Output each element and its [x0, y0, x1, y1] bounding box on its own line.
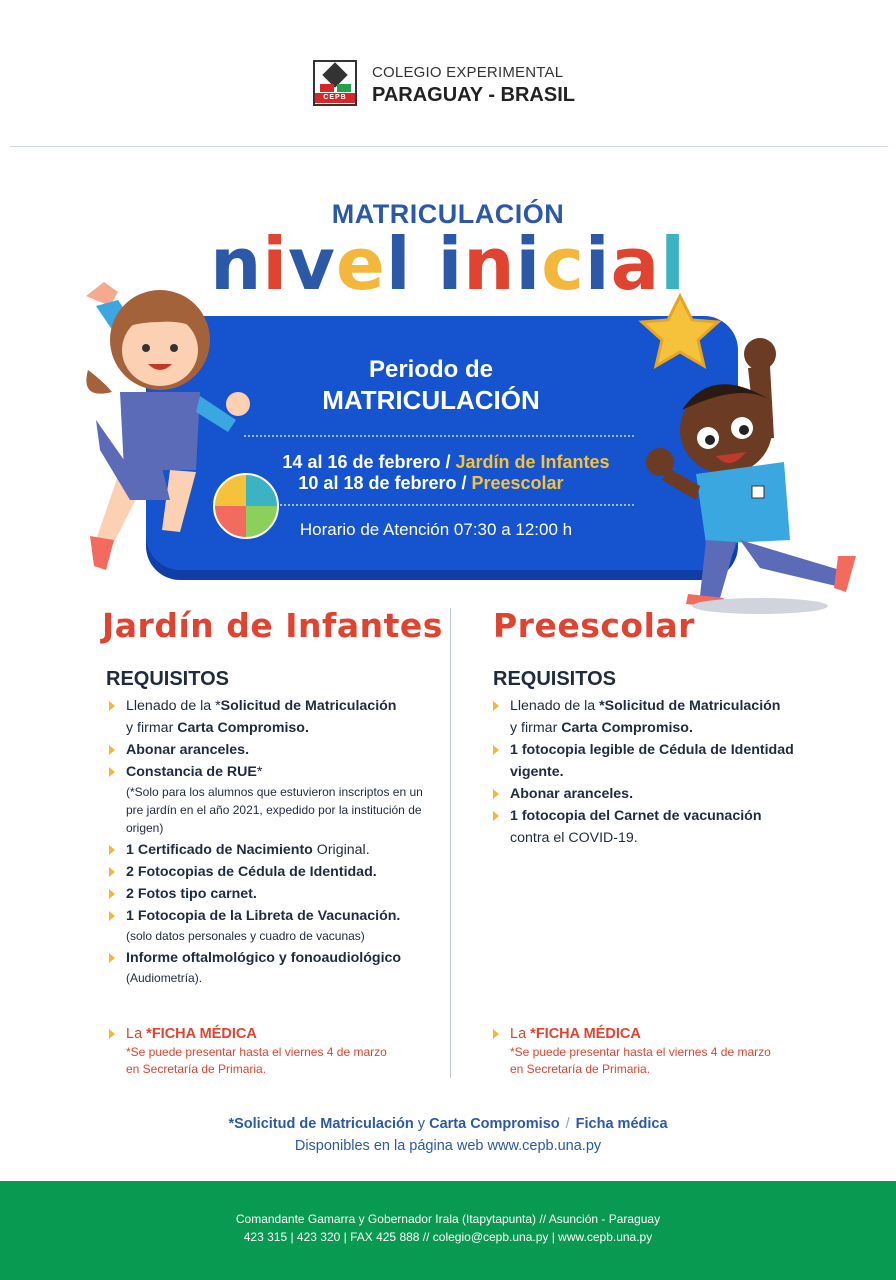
subtitle-letter: i [262, 222, 289, 306]
jardin-ficha-note1: *Se puede presentar hasta el viernes 4 de marzo [126, 1045, 387, 1059]
list-item: Abonar aranceles. [490, 783, 820, 805]
school-name-line1: COLEGIO EXPERIMENTAL [372, 64, 564, 81]
subtitle-letter: i [437, 222, 464, 306]
list-item: Llenado de la *Solicitud de Matriculación y firmar Carta Compromiso. [106, 695, 426, 739]
panel-title-line1: Periodo de [368, 356, 494, 383]
school-name-line2: PARAGUAY - BRASIL [372, 84, 575, 106]
preescolar-ficha-note2: en Secretaría de Primaria. [510, 1062, 651, 1076]
jardin-title: Jardín de Infantes [102, 606, 443, 645]
jardin-requirements-list [106, 695, 426, 989]
subtitle-letter: l [385, 222, 412, 306]
subtitle-letter: c [541, 222, 585, 306]
footer-contact: 423 315 | 423 320 | FAX 425 888 // colegio@cepb.una.py | www.cepb.una.py [243, 1230, 653, 1244]
subtitle-letter: n [210, 222, 263, 306]
downloads-website[interactable]: Disponibles en la página web www.cepb.una.py [294, 1138, 602, 1154]
downloads-line: *Solicitud de Matriculación y Carta Compromiso / Ficha médica [228, 1116, 668, 1132]
preescolar-ficha-note1: *Se puede presentar hasta el viernes 4 de marzo [510, 1045, 771, 1059]
logo-text: CEPB [315, 93, 355, 103]
date-preescolar: 10 al 18 de febrero / Preescolar [298, 473, 564, 493]
list-item: 2 Fotocopias de Cédula de Identidad. [106, 861, 426, 883]
jardin-ficha-medica: La *FICHA MÉDICA *Se puede presentar hasta el viernes 4 de marzo en Secretaría de Primaria. [106, 1024, 426, 1078]
beach-ball-icon [214, 474, 278, 538]
list-item: Llenado de la *Solicitud de Matriculación y firmar Carta Compromiso. [490, 695, 820, 739]
subtitle-letter: a [610, 222, 661, 306]
preescolar-requirements-list [490, 695, 820, 849]
panel-title-line2: MATRICULACIÓN [322, 385, 540, 415]
list-item: 1 fotocopia legible de Cédula de Identidad vigente. [490, 739, 820, 783]
column-divider [450, 608, 451, 1078]
list-item: 1 Fotocopia de la Libreta de Vacunación. (solo datos personales y cuadro de vacunas) [106, 905, 426, 945]
page-title: MATRICULACIÓN [331, 199, 565, 229]
list-item: 2 Fotos tipo carnet. [106, 883, 426, 905]
date-preescolar-level: Preescolar [471, 473, 564, 493]
preescolar-title: Preescolar [493, 606, 695, 645]
star-icon [642, 296, 718, 366]
list-item: 1 Certificado de Nacimiento Original. [106, 839, 426, 861]
solicitud-link[interactable]: *Solicitud de Matriculación [228, 1116, 414, 1132]
date-jardin-level: Jardín de Infantes [455, 452, 610, 472]
jardin-ficha-note2: en Secretaría de Primaria. [126, 1062, 267, 1076]
ficha-link[interactable]: Ficha médica [575, 1116, 668, 1132]
subtitle-letter: n [463, 222, 516, 306]
preescolar-requirements-heading: REQUISITOS [493, 668, 616, 690]
subtitle-letter: v [288, 222, 336, 306]
subtitle-letter: l [660, 222, 686, 306]
subtitle-letter: i [515, 222, 542, 306]
list-item: 1 fotocopia del Carnet de vacunación contra el COVID-19. [490, 805, 820, 849]
boy-character-icon [646, 338, 856, 614]
footer-address: Comandante Gamarra y Gobernador Irala (Itapytapunta) // Asunción - Paraguay [235, 1212, 661, 1226]
subtitle-letter: i [584, 222, 611, 306]
office-hours: Horario de Atención 07:30 a 12:00 h [299, 520, 573, 539]
carta-link[interactable]: Carta Compromiso [429, 1116, 560, 1132]
list-item: Abonar aranceles. [106, 739, 426, 761]
subtitle-letter: e [335, 222, 386, 306]
list-item: Constancia de RUE* (*Solo para los alumnos que estuvieron inscriptos en un pre jardín en el año 2021, expedido por la institución de origen) [106, 761, 426, 837]
date-jardin: 14 al 16 de febrero / Jardín de Infantes [282, 452, 610, 472]
jardin-requirements-heading: REQUISITOS [106, 668, 229, 690]
list-item: Informe oftalmológico y fonoaudiológico (Audiometría). [106, 947, 426, 987]
preescolar-ficha-medica: La *FICHA MÉDICA *Se puede presentar hasta el viernes 4 de marzo en Secretaría de Primaria. [490, 1024, 810, 1078]
